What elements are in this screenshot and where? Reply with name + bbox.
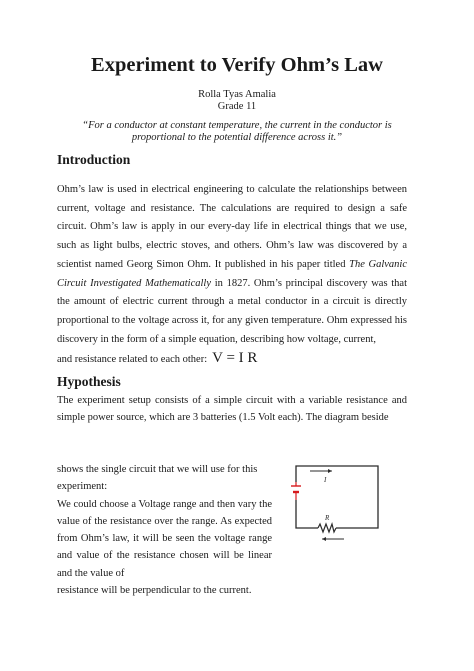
intro-text-2: in 1827. Ohm’s principal discovery was that the amount of electric current through a metal conductor in a circuit is directly proportional to the voltage across it, for any given temperature. Ohm expressed his discovery in the form of a simple equation, describing how voltage, current, (57, 277, 407, 345)
introduction-heading: Introduction (57, 152, 131, 167)
intro-text-last: and resistance related to each other: (57, 354, 208, 366)
hypothesis-text-1: The experiment setup consists of a simple circuit with a variable resistance and simple power source, which are 3 batteries (1.5 Volt each). The diagram beside (57, 395, 407, 424)
circuit-diagram (284, 462, 384, 542)
ohms-law-quote: “For a conductor at constant temperature, the current in the conductor is proportional to the potential difference across it.” (82, 120, 392, 143)
author-grade: Grade 11 (217, 101, 257, 112)
hypothesis-paragraph-narrow (57, 461, 272, 599)
battery-symbol (291, 482, 301, 500)
hypothesis-text-4: resistance will be perpendicular to the current. (57, 585, 252, 597)
hypothesis-text-3: We could choose a Voltage range and then vary the value of the resistance over the range. As expected from Ohm’s law, it will be seen the voltage range and value of the resistance chosen will be linear and the value of (57, 498, 272, 579)
hypothesis-paragraph-full (57, 392, 407, 427)
ohms-law-formula: V = I R (212, 350, 258, 367)
circuit-wires (296, 466, 378, 528)
current-label: I (324, 476, 327, 484)
hypothesis-text-2: shows the single circuit that we will use for this experiment: (57, 464, 258, 493)
hypothesis-heading: Hypothesis (57, 374, 121, 389)
paper-title: The Galvanic Circuit Investigated Mathematically (57, 258, 407, 289)
resistor-label: R (325, 514, 330, 522)
resistor-symbol (318, 524, 336, 532)
author-name: Rolla Tyas Amalia (198, 89, 276, 100)
current-arrow-top (310, 469, 332, 473)
document-title: Experiment to Verify Ohm’s Law (91, 54, 383, 76)
current-arrow-bottom (322, 537, 344, 541)
introduction-paragraph (57, 181, 407, 370)
intro-text-1: Ohm’s law is used in electrical engineering to calculate the relationships between current, voltage and resistance. The calculations are required to design a safe circuit. Ohm’s law is apply in our every-day life in electrical things that we use, such as light bulbs, electric stoves, and others. Ohm’s law was discovered by a scientist named Georg Simon Ohm. It published in his paper titled (57, 184, 407, 270)
